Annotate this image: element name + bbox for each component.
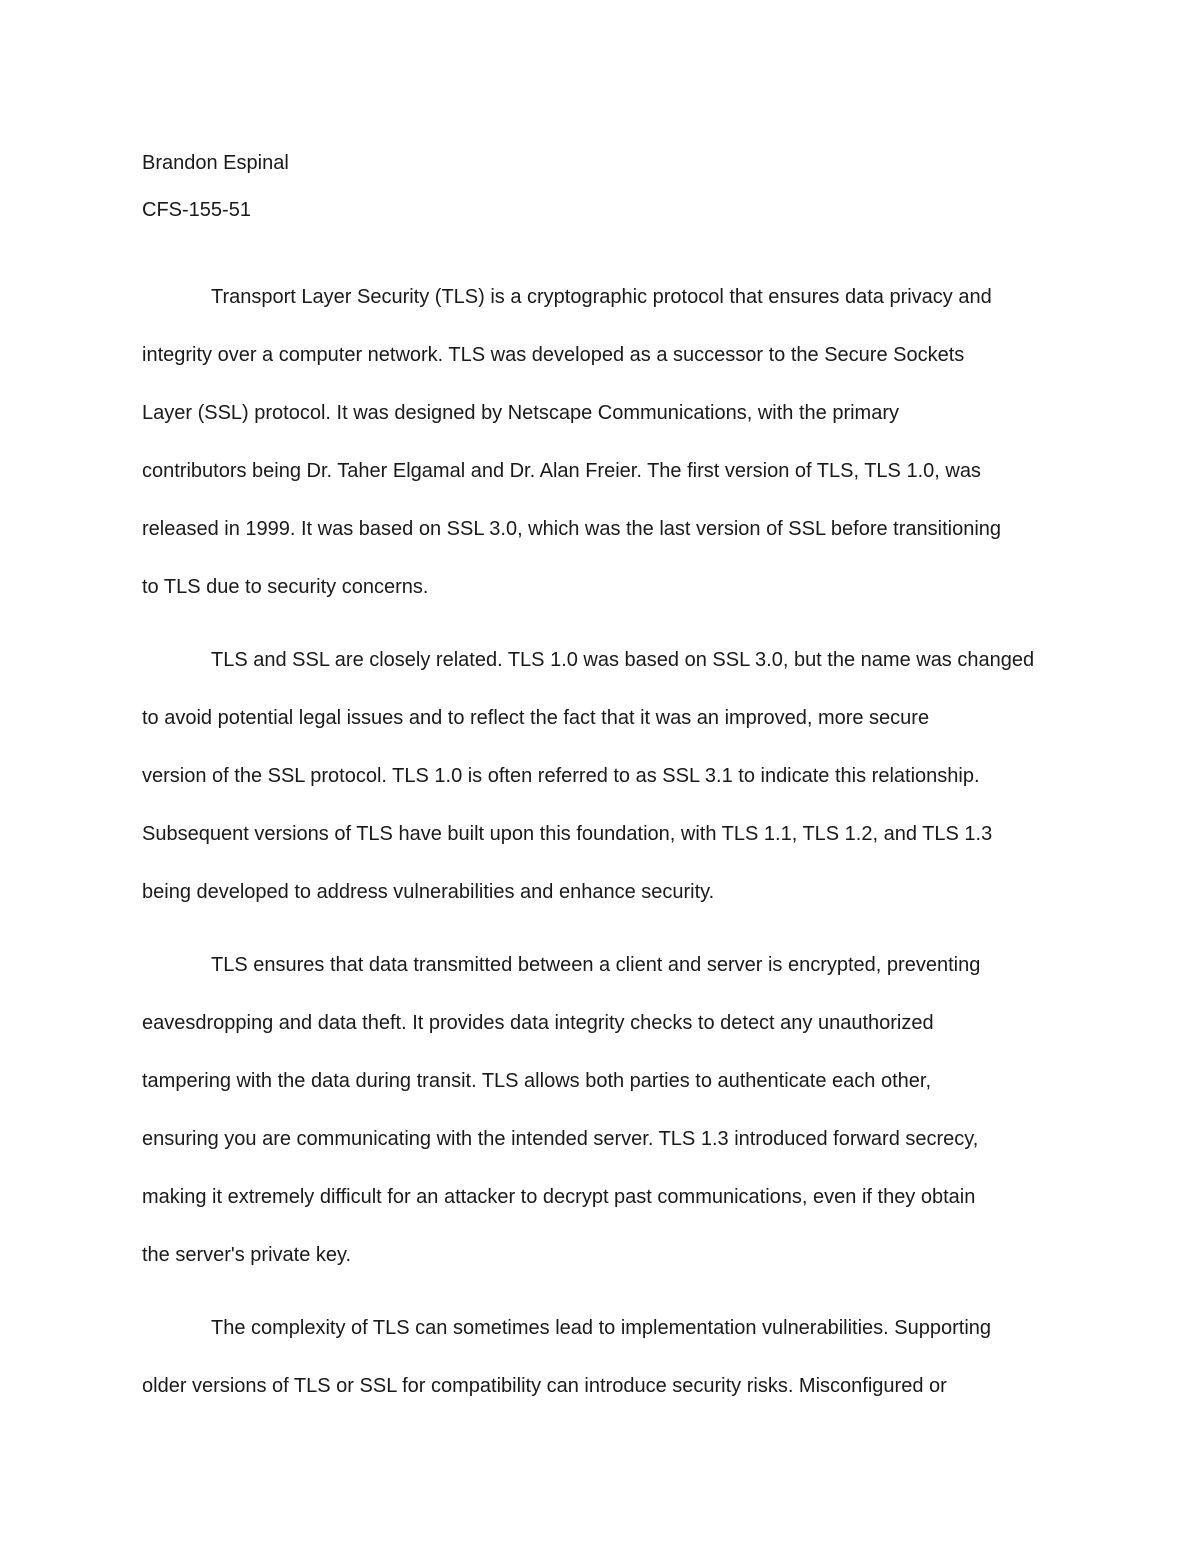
paragraph-line: making it extremely difficult for an attacker to decrypt past communications, even if they obtain	[142, 1186, 976, 1208]
paragraph-line: ensuring you are communicating with the intended server. TLS 1.3 introduced forward secrecy,	[142, 1128, 979, 1150]
paragraph-line: TLS ensures that data transmitted between a client and server is encrypted, preventing	[211, 954, 981, 976]
paragraph-line: tampering with the data during transit. TLS allows both parties to authenticate each other,	[142, 1070, 931, 1092]
paragraph-line: to avoid potential legal issues and to reflect the fact that it was an improved, more secure	[142, 707, 930, 729]
paragraph-line: released in 1999. It was based on SSL 3.0, which was the last version of SSL before transitioning	[142, 518, 1002, 540]
paragraph-line: contributors being Dr. Taher Elgamal and Dr. Alan Freier. The first version of TLS, TLS 1.0, was	[142, 460, 981, 482]
paragraph-line: the server's private key.	[142, 1244, 352, 1266]
paragraph-line: integrity over a computer network. TLS was developed as a successor to the Secure Sockets	[142, 344, 965, 366]
paragraph-line: Layer (SSL) protocol. It was designed by Netscape Communications, with the primary	[142, 402, 900, 424]
paragraph-line: Transport Layer Security (TLS) is a cryptographic protocol that ensures data privacy and	[211, 286, 992, 308]
paragraph-line: older versions of TLS or SSL for compatibility can introduce security risks. Misconfigured or	[142, 1375, 947, 1397]
paragraph-line: to TLS due to security concerns.	[142, 576, 429, 598]
paragraph-line: eavesdropping and data theft. It provides data integrity checks to detect any unauthorized	[142, 1012, 934, 1034]
paragraph-4	[142, 1299, 1062, 1415]
paragraph-3	[142, 936, 1062, 1284]
paragraph-1	[142, 268, 1062, 616]
document-body	[142, 268, 1062, 1430]
course-code: CFS-155-51	[142, 199, 251, 221]
paragraph-line: The complexity of TLS can sometimes lead to implementation vulnerabilities. Supporting	[211, 1317, 992, 1339]
paragraph-line: TLS and SSL are closely related. TLS 1.0 was based on SSL 3.0, but the name was changed	[211, 649, 1035, 671]
paragraph-line: Subsequent versions of TLS have built upon this foundation, with TLS 1.1, TLS 1.2, and TLS 1.3	[142, 823, 993, 845]
paragraph-line: being developed to address vulnerabilities and enhance security.	[142, 881, 715, 903]
paragraph-line: version of the SSL protocol. TLS 1.0 is often referred to as SSL 3.1 to indicate this relationship.	[142, 765, 980, 787]
document-header	[142, 140, 1062, 234]
author-name: Brandon Espinal	[142, 152, 289, 174]
paragraph-2	[142, 631, 1062, 921]
